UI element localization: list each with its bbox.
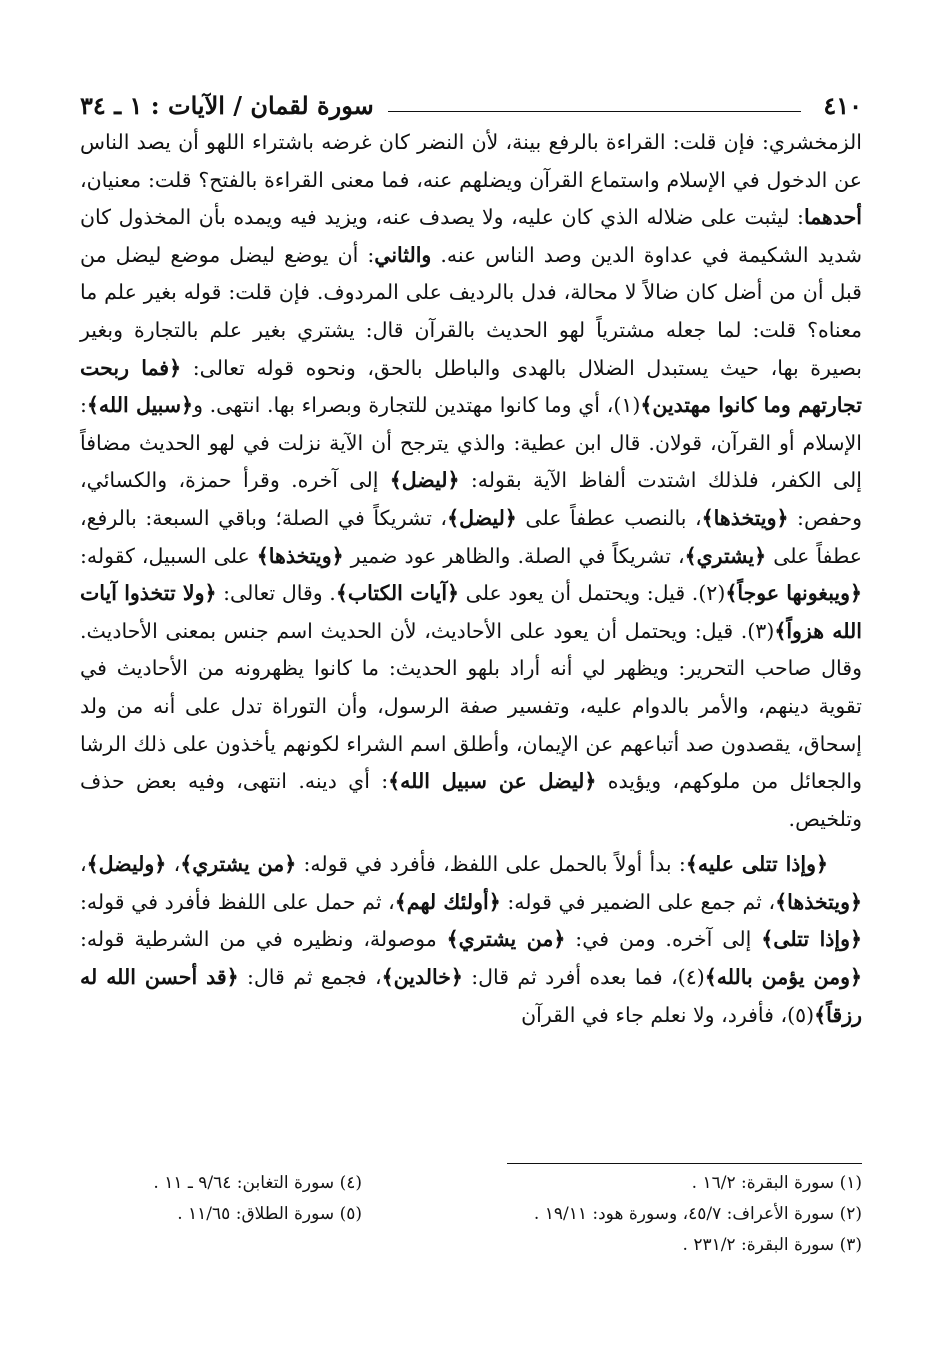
quran-quote: ﴿قد أحسن الله له رزقاً﴾	[80, 965, 862, 1027]
text-run: إلى آخره. وقرأ حمزة، والكسائي، وحفص:	[80, 468, 863, 530]
text-run: ، ثم حمل على اللفظ فأفرد في قوله:	[80, 889, 395, 914]
footnote-2: (٢) سورة الأعراف: ٤٥/٧، وسورة هود: ١٩/١١ .	[533, 1204, 862, 1224]
quran-quote: ﴿ويبغونها عوجاً﴾	[725, 581, 862, 606]
quran-quote: ﴿ومن يؤمن بالله﴾	[704, 965, 862, 990]
paragraph-2	[80, 846, 862, 1034]
text-run: (١)، أي وما كانوا مهتدين للتجارة وبصراء بها. انتهى. و	[193, 393, 641, 418]
text-run: إلى آخره. ومن في:	[565, 927, 762, 952]
text-run: : أن يوضع ليضل موضع ليضل من قبل أن من أضل كان ضالاً لا محالة، فدل بالرديف على المردوف. فإن قلت: قوله بغير علم ما معناه؟ قلت: لما جعله مشترياً لهو الحديث بالقرآن قال: يشتري بغير علم بالتجارة وبغير بصيرة بها، حيث يستبدل الضلال بالهدى والباطل بالحق، ونحوه قوله تعالى:	[80, 242, 862, 380]
quran-quote: ﴿ويتخذها﴾	[256, 543, 344, 568]
quran-quote: ﴿آيات الكتاب﴾	[335, 581, 460, 606]
paragraph-1	[80, 124, 862, 838]
quran-quote: ﴿أولئك لهم﴾	[394, 889, 501, 914]
quran-quote: ﴿ليضل﴾	[389, 468, 460, 493]
text-run: ، بالنصب عطفاً على	[516, 505, 702, 530]
quran-quote: ﴿وإذا تتلى﴾	[761, 927, 863, 952]
quran-quote: ﴿يشتري﴾	[684, 543, 767, 568]
text-run: (٤)، فما بعده أفرد ثم قال:	[462, 965, 705, 990]
footnotes-column-right	[422, 1168, 862, 1261]
running-title: سورة لقمان / الآيات : ١ ـ ٣٤	[80, 91, 374, 120]
text-run: ، تشريكاً في الصلة؛ وباقي السبعة: بالرفع، عطفاً على	[80, 505, 862, 568]
quran-quote: ﴿ليضل﴾	[447, 505, 517, 530]
footnote-4: (٤) سورة التغابن: ٩/٦٤ ـ ١١ .	[153, 1173, 362, 1193]
footnote-separator	[507, 1163, 862, 1164]
quran-quote: ﴿ويتخذها﴾	[701, 505, 789, 530]
quran-quote: ﴿من يشتري﴾	[446, 927, 566, 952]
text-run: (٥)، فأفرد، ولا نعلم جاء في القرآن	[521, 1002, 815, 1027]
text-run: موصولة، ونظيره في من الشرطية قوله:	[80, 927, 447, 952]
text-run: الزمخشري: فإن قلت: القراءة بالرفع بينة، لأن النضر كان غرضه باشتراء اللهو أن يصد الناس عن الدخول في الإسلام واستماع القرآن ويضلهم عنه، فما معنى القراءة بالفتح؟ قلت: معنيان،	[80, 130, 862, 192]
text-run: ،	[166, 852, 181, 877]
text-run: : الإسلام أو القرآن، قولان. قال ابن عطية: والذي يترجح أن الآية نزلت في لهو الحديث مضافاً إلى الكفر، فلذلك اشتدت ألفاظ الآية بقوله:	[80, 393, 862, 493]
footnotes-column-left	[82, 1168, 362, 1230]
text-run: : ليثبت على ضلاله الذي كان عليه، ولا يصدف عنه، ويزيد فيه ويمده بأن المخذول كان شديد الشكيمة في عداوة الدين وصد الناس عنه.	[80, 205, 863, 267]
bold-term: والثاني	[374, 242, 432, 267]
quran-quote: ﴿فما ربحت تجارتهم وما كانوا مهتدين﴾	[80, 355, 862, 418]
text-run: (٢). قيل: ويحتمل أن يعود على	[459, 581, 726, 606]
text-run: على السبيل، كقوله:	[80, 543, 257, 568]
quran-quote: ﴿ويتخذها﴾	[775, 889, 862, 914]
text-run: : بدأ أولاً بالحمل على اللفظ، فأفرد في قوله:	[296, 852, 686, 877]
main-text	[80, 124, 862, 1034]
quran-quote: ﴿من يشتري﴾	[180, 852, 297, 877]
quran-quote: ﴿خالدين﴾	[381, 965, 463, 990]
header-rule	[388, 111, 802, 112]
quran-quote: ﴿ولا تتخذوا آيات الله هزواً﴾	[80, 581, 862, 643]
text-run: . وقال تعالى:	[216, 581, 336, 606]
bold-term: أحدهما	[803, 205, 862, 230]
text-run: ، فجمع ثم قال:	[238, 965, 382, 990]
quran-quote: ﴿وإذا تتلى عليه﴾	[685, 852, 828, 877]
footnote-3: (٣) سورة البقرة: ٢٣١/٢ .	[682, 1235, 862, 1255]
footnote-5: (٥) سورة الطلاق: ١١/٦٥ .	[177, 1204, 362, 1224]
text-run: ،	[80, 852, 87, 877]
quran-quote: ﴿سبيل الله﴾	[86, 393, 194, 418]
page-number: ٤١٠	[823, 91, 862, 120]
text-run: ، ثم جمع على الضمير في قوله:	[500, 889, 776, 914]
footnote-1: (١) سورة البقرة: ١٦/٢ .	[691, 1173, 862, 1193]
page-header	[80, 84, 862, 120]
text-run: (٣). قيل: ويحتمل أن يعود على الأحاديث، لأن الحديث اسم جنس بمعنى الأحاديث. وقال صاحب التحرير: ويظهر لي أنه أراد بلهو الحديث: ما كانوا يظهرونه من الأحاديث في تقوية دينهم، والأمر بالدوام عليه، وتفسير صفة الرسول، وأن التوراة تدل على أنه من ولد إسحاق، يقصدون صد أتباعهم عن الإيمان، وأطلق اسم الشراء لكونهم يأخذون على ذلك الرشا والجعائل من ملوكهم، ويؤيده	[80, 618, 862, 794]
text-run: ، تشريكاً في الصلة. والظاهر عود ضمير	[343, 543, 685, 568]
quran-quote: ﴿ليضل عن سبيل الله﴾	[388, 769, 597, 794]
quran-quote: ﴿وليضل﴾	[86, 852, 167, 877]
text-run: : أي دينه. انتهى، وفيه بعض حذف وتلخيص.	[80, 769, 862, 831]
